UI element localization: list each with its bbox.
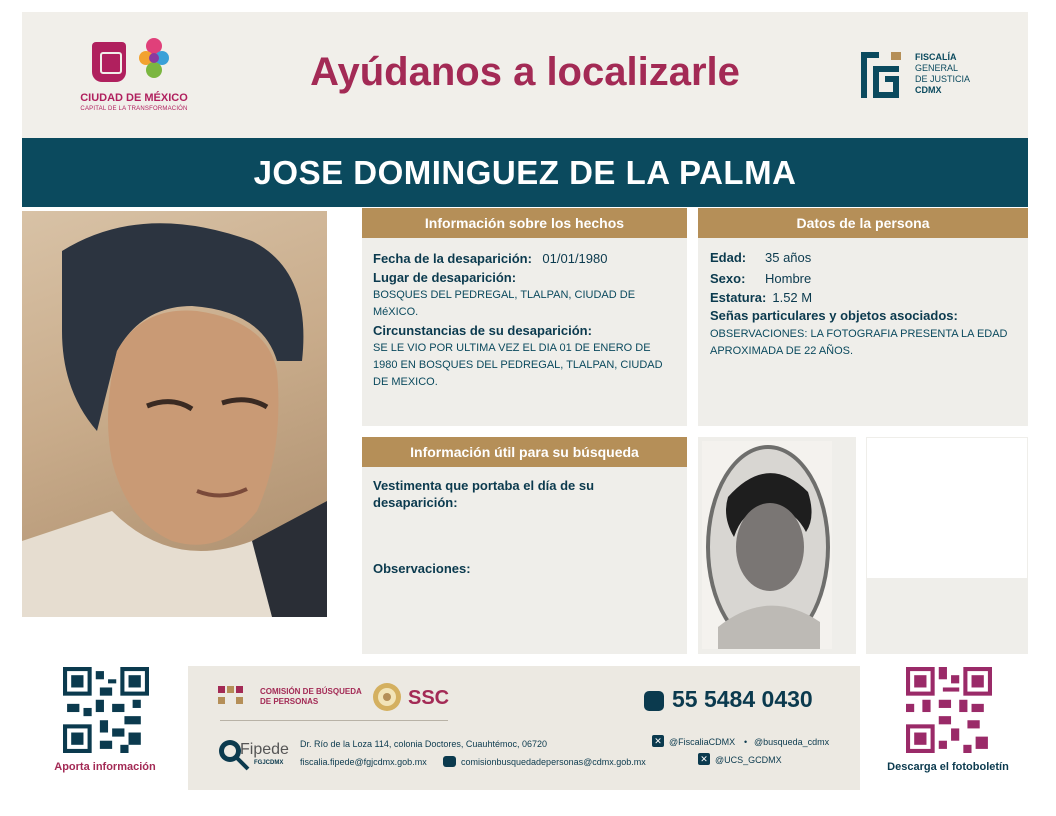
util-panel	[362, 437, 687, 654]
social-fiscalia[interactable]: @FiscaliaCDMX	[669, 737, 736, 747]
lugar-value: BOSQUES DEL PEDREGAL, TLALPAN, CIUDAD DE MéXICO.	[373, 289, 636, 318]
empty-photo-panel	[866, 437, 1028, 654]
fiscalia-label	[915, 52, 970, 96]
edad-value: 35 años	[765, 250, 812, 265]
mail-icon	[443, 756, 456, 767]
sexo-label: Sexo:	[710, 271, 746, 286]
circunstancias-value: SE LE VIO POR ULTIMA VEZ EL DIA 01 DE ENERO DE 1980 EN BOSQUES DEL PEDREGAL, TLALPAN, CIUDAD DE MEXICO.	[373, 342, 663, 388]
edad-label: Edad:	[710, 250, 747, 265]
fgj-logo-icon	[855, 46, 907, 106]
util-heading: Información útil para su búsqueda	[362, 437, 687, 467]
hechos-heading: Información sobre los hechos	[362, 208, 687, 238]
portrait-drawing	[22, 211, 327, 617]
social-separator: •	[744, 737, 748, 747]
x-icon: ✕	[652, 735, 664, 747]
person-name: JOSE DOMINGUEZ DE LA PALMA	[22, 138, 1028, 207]
ssc-label: SSC	[408, 687, 450, 709]
cdmx-flower-icon	[134, 32, 174, 86]
email-fipede[interactable]: fiscalia.fipede@fgjcdmx.gob.mx	[300, 757, 427, 767]
social-busqueda[interactable]: @busqueda_cdmx	[754, 737, 830, 747]
comision-label	[260, 687, 362, 707]
footer-divider	[220, 720, 448, 721]
comision-line2: DE PERSONAS	[260, 697, 319, 706]
social-ucs[interactable]: @UCS_GCDMX	[715, 755, 782, 765]
email-comision[interactable]: comisionbusquedadepersonas@cdmx.gob.mx	[461, 757, 646, 767]
x-icon-2: ✕	[698, 753, 710, 765]
senas-value: OBSERVACIONES: LA FOTOGRAFIA PRESENTA LA EDAD APROXIMADA DE 22 AÑOS.	[710, 328, 1008, 357]
poster-title: Ayúdanos a localizarle	[310, 50, 740, 94]
city-name: CIUDAD DE MÉXICO	[80, 92, 188, 104]
hechos-panel	[362, 208, 687, 426]
circunstancias-label: Circunstancias de su desaparición:	[373, 323, 592, 338]
aporta-caption[interactable]: Aporta información	[54, 761, 156, 773]
descarga-caption[interactable]: Descarga el fotoboletín	[887, 761, 1009, 773]
phone-icon	[644, 691, 664, 711]
ssc-badge-icon	[372, 682, 402, 712]
phone-number[interactable]: 55 5484 0430	[672, 686, 813, 712]
vestimenta-label: Vestimenta que portaba el día de su desaparición:	[373, 478, 595, 510]
estatura-label: Estatura:	[710, 290, 767, 305]
comision-logo-icon	[218, 684, 254, 710]
secondary-photo	[698, 437, 856, 654]
fiscalia-line2: GENERAL	[915, 63, 959, 73]
secondary-photo-frame	[698, 437, 856, 654]
footer-band	[188, 666, 860, 790]
sexo-value: Hombre	[765, 271, 812, 286]
lugar-label: Lugar de desaparición:	[373, 270, 517, 285]
comision-line1: COMISIÓN DE BÚSQUEDA	[260, 687, 362, 696]
qr-aporta-icon[interactable]	[63, 667, 149, 753]
qr-descarga-icon[interactable]	[906, 667, 992, 753]
fecha-value: 01/01/1980	[542, 251, 608, 266]
fipede-label: Fipede	[240, 741, 289, 758]
city-subtitle: CAPITAL DE LA TRANSFORMACIÓN	[80, 106, 188, 112]
estatura-value: 1.52 M	[772, 290, 813, 305]
address: Dr. Río de la Loza 114, colonia Doctores, Cuauhtémoc, 06720	[300, 739, 547, 749]
person-portrait	[22, 211, 327, 617]
fiscalia-line4: CDMX	[915, 85, 942, 95]
fecha-label: Fecha de la desaparición:	[373, 251, 532, 266]
fiscalia-line1: FISCALÍA	[915, 52, 957, 62]
datos-heading: Datos de la persona	[698, 208, 1028, 238]
observaciones-label: Observaciones:	[373, 561, 471, 576]
datos-panel	[698, 208, 1028, 426]
fiscalia-line3: DE JUSTICIA	[915, 74, 971, 84]
senas-label: Señas particulares y objetos asociados:	[710, 308, 958, 323]
fipede-sub: FGJCDMX	[254, 760, 284, 766]
cdmx-seal-icon	[92, 42, 126, 82]
